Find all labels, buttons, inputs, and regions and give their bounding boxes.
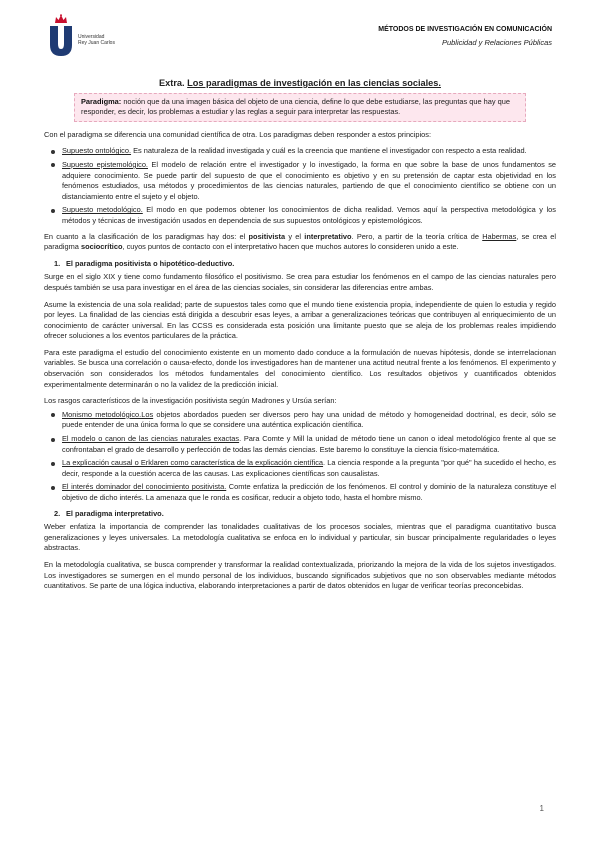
section-heading-positivist: 1. El paradigma positivista o hipotético-deductivo. bbox=[54, 258, 235, 268]
list-item bbox=[62, 434, 556, 455]
list-item bbox=[62, 410, 556, 431]
document-title bbox=[44, 78, 556, 89]
paragraph: Para este paradigma el estudio del conocimiento existente en un momento dado conduce a la formulación de nuevas hipótesis, donde se interrelacionan variables. Se busca una correlación o causa-efecto, donde los investigadores han de mantener una actitud neutral frente a los fenómenos. El experimento y observación son considerados los métodos fundamentales del conocimiento científico. Los resultados objetivos y cuantificados obtenidos experimentalmente determinarán o no la validez de la predicción inicial. bbox=[44, 347, 556, 389]
principles-list bbox=[44, 146, 556, 226]
list-item bbox=[62, 146, 556, 157]
list-item bbox=[62, 482, 556, 503]
university-logo bbox=[48, 12, 118, 58]
section-heading-interpretive: 2. El paradigma interpretativo. bbox=[54, 508, 164, 518]
title-prefix: Extra. bbox=[159, 78, 185, 88]
item-term: El interés dominador del conocimiento positivista. bbox=[62, 482, 227, 492]
callout-term: Paradigma: bbox=[81, 96, 122, 106]
item-text: . La ciencia responde a la pregunta "por qué" ha sucedido el hecho, es decir, responde a la cuestión acerca de las causas. Las explicaciones científicas son causalistas. bbox=[62, 458, 556, 478]
list-item bbox=[62, 458, 556, 479]
item-term: Supuesto ontológico. bbox=[62, 146, 132, 156]
habermas-link: Habermas bbox=[482, 231, 517, 241]
list-item bbox=[62, 160, 556, 202]
item-text: El modo en que podemos obtener los conocimientos de dicha realidad. Vemos aquí la perspectiva metodológica y los métodos y técnicas de investigación usados en dependencia de sus supuestos ontológicos y epistemológicos. bbox=[62, 205, 556, 225]
title-text: Los paradigmas de investigación en las ciencias sociales. bbox=[187, 78, 441, 88]
course-subtitle: Publicidad y Relaciones Públicas bbox=[441, 38, 552, 47]
definition-callout bbox=[74, 93, 526, 122]
item-term: Supuesto metodológico. bbox=[62, 205, 143, 215]
university-u-icon bbox=[48, 26, 74, 56]
item-text: Comte enfatiza la predicción de los fenómenos. El control y dominio de la naturaleza constituye el objetivo de dicho interés. La amenaza que le ronda es cosificar, reducir a objeto todo, hasta el hombre mismo. bbox=[62, 482, 556, 502]
item-text: objetos abordados pueden ser diversos pero hay una unidad de método y homogeneidad doctrinal, es decir, sólo se puede entender de una única forma lo que se considere una auténtica explicación científica. bbox=[62, 409, 556, 430]
course-title: MÉTODOS DE INVESTIGACIÓN EN COMUNICACIÓN bbox=[378, 26, 552, 33]
item-term: El modelo o canon de las ciencias naturales exactas bbox=[62, 434, 240, 444]
classification-paragraph: En cuanto a la clasificación de los paradigmas hay dos: el positivista y el interpretativo. Pero, a partir de la teoría crítica de Habermas, se crea el paradigma sociocrítico, cuyos puntos de contacto con el interpretativo hacen que muchos autores lo consideren unido a este. bbox=[44, 231, 557, 252]
paragraph: En la metodología cualitativa, se busca comprender y transformar la realidad contextualizada, priorizando la mejora de la vida de los sujetos investigados. Los investigadores se sumergen en el mundo personal de los individuos, buscando significados subjetivos que no son observables mediante métodos cuantitativos. Se parte de una lógica inductiva, elaborando interpretaciones a partir de datos obtenidos en lugar de verificar teorías preconcebidas. bbox=[44, 559, 556, 591]
paragraph: Surge en el siglo XIX y tiene como fundamento filosófico el positivismo. Se crea para estudiar los fenómenos en el campo de las ciencias naturales pero después también se usa para investigar en el área de las ciencias sociales, sin considerar las diferencias entre ambas. bbox=[44, 272, 556, 292]
crown-icon bbox=[54, 14, 68, 24]
paragraph: Los rasgos característicos de la investigación positivista según Madrones y Ursúa serían: bbox=[44, 396, 337, 406]
paragraph: Asume la existencia de una sola realidad; parte de supuestos tales como que el mundo tiene existencia propia, independiente de quien lo estudia y regido por leyes. La finalidad de las ciencias está dirigida a descubrir esas leyes, a arribar a generalizaciones teóricas que contribuyen al enriquecimiento de un conocimiento de carácter universal. En las CCSS es considerada esta posición una limitante puesto que se aleja de los problemas reales impidiendo ofrecer soluciones a los eventos particulares de la práctica. bbox=[44, 299, 556, 341]
item-term: Monismo metodológico.Los bbox=[62, 409, 154, 419]
university-name: Universidad Rey Juan Carlos bbox=[78, 34, 115, 46]
item-text: . Para Comte y Mill la unidad de método tiene un canon o ideal metodológico frente al que se confrontaban el grado de desarrollo y perfección de todas las demás ciencias. Este baremo lo constituye la ciencia físico-matemática. bbox=[62, 434, 556, 454]
item-term: La explicación causal o Erklaren como característica de la explicación científica bbox=[62, 458, 324, 468]
list-item bbox=[62, 205, 556, 226]
document-body bbox=[44, 78, 556, 598]
callout-text: noción que da una imagen básica del objeto de una ciencia, define lo que debe estudiarse, las preguntas que hay que responder, es decir, los problemas a estudiar y las reglas a seguir para interpretar las respuestas. bbox=[81, 96, 510, 117]
page-number: 1 bbox=[539, 804, 544, 813]
traits-list bbox=[44, 410, 556, 504]
item-text: Es naturaleza de la realidad investigada y cuál es la creencia que mantiene el investigador con respecto a esta realidad. bbox=[131, 146, 527, 156]
paragraph: Weber enfatiza la importancia de comprender las tonalidades cualitativas de los procesos sociales, mientras que el paradigma cuantitativo busca generalizaciones y leyes universales. La metodología cualitativa se enfoca en lo individual y particular, sin buscar principalmente regularidades o leyes abstractas. bbox=[44, 522, 556, 553]
item-term: Supuesto epistemológico. bbox=[62, 159, 148, 169]
item-text: El modelo de relación entre el investigador y lo investigado, la forma en que sobre la base de unos fundamentos se adquiere conocimiento. Se puede partir del supuesto de que el conocimiento es objetivo y en su pretensión de captar esta objetividad en los fenómenos estudiados, usa métodos y procedimientos de las ciencias naturales, partiendo de que el conocimiento científico se obtiene con un distanciamiento entre el sujeto y el objeto. bbox=[62, 159, 557, 201]
intro-paragraph: Con el paradigma se diferencia una comunidad científica de otra. Los paradigmas deben responder a estos principios: bbox=[44, 129, 432, 139]
